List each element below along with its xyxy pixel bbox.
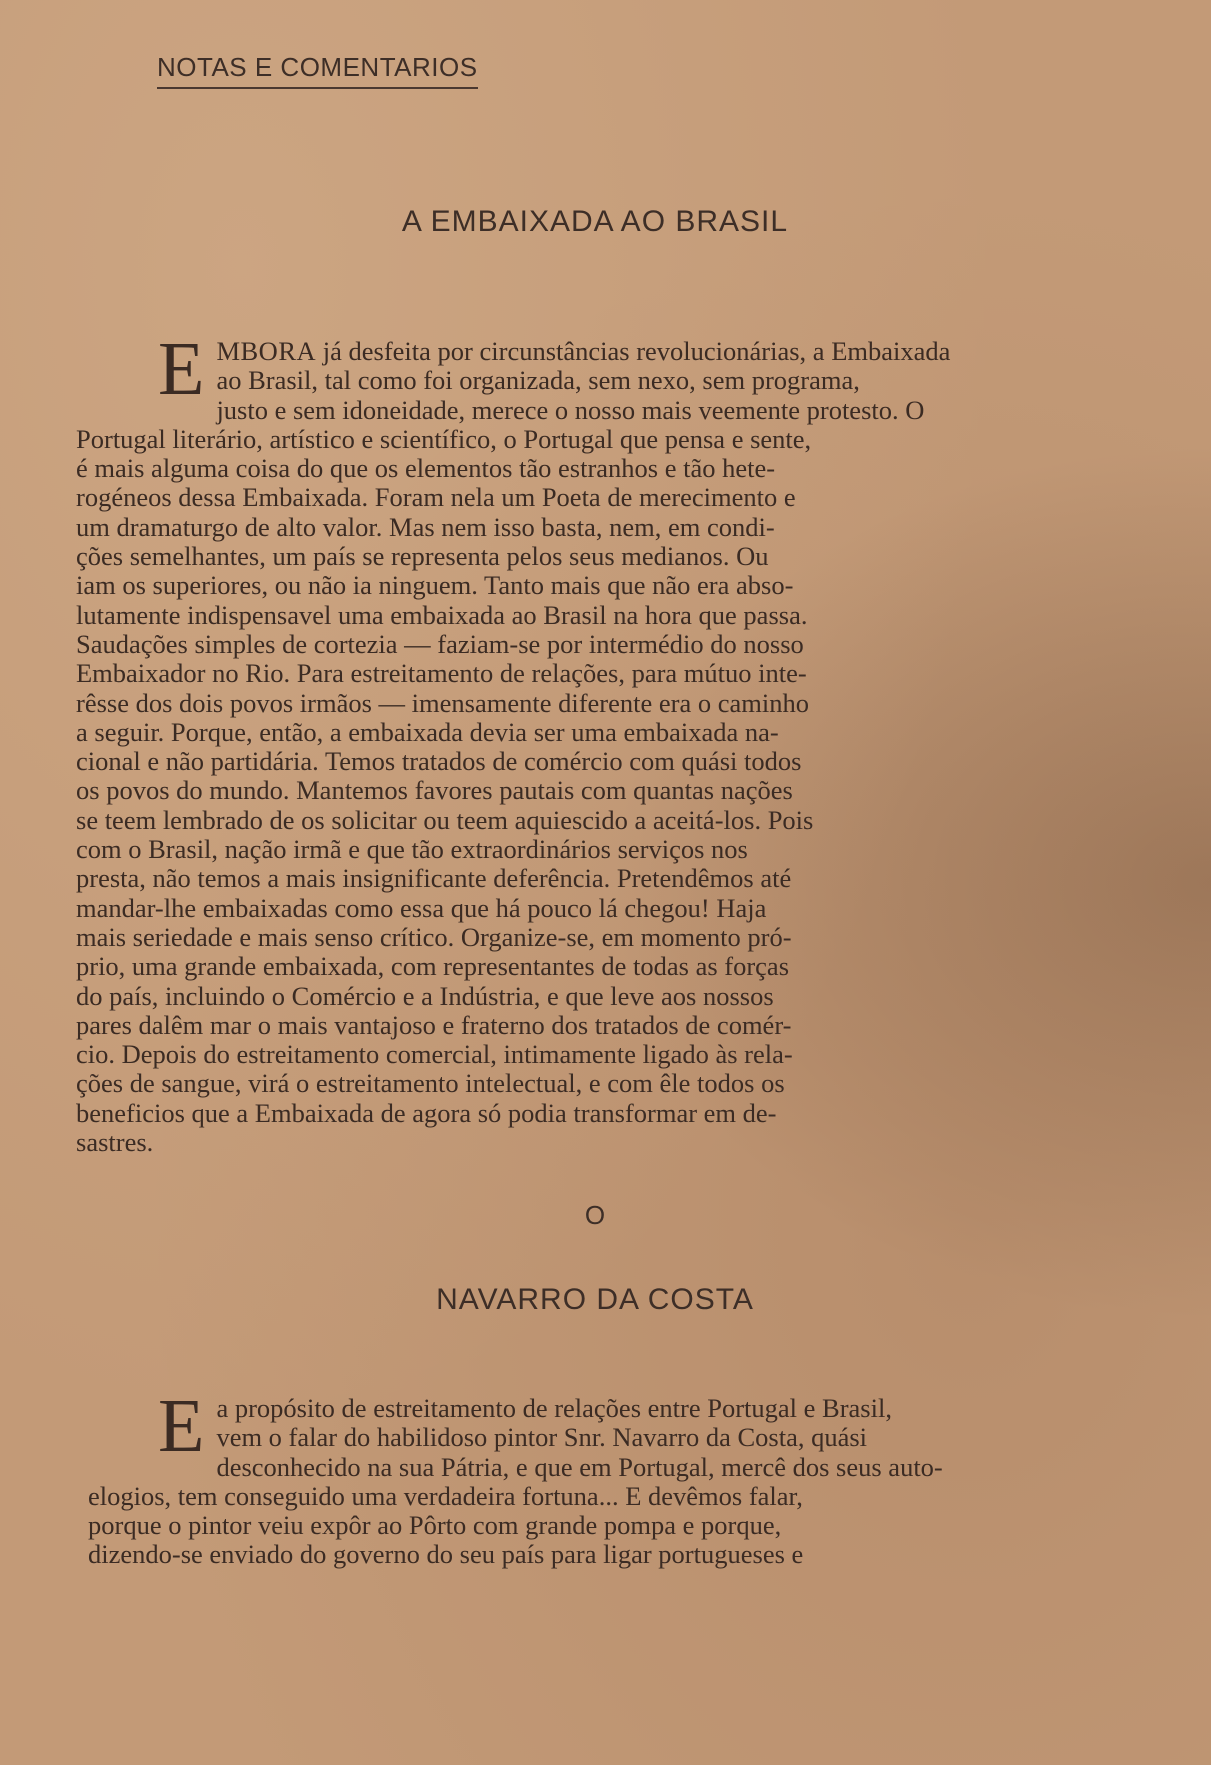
text-line: se teem lembrado de os solicitar ou teem aquiescido a aceitá-los. Pois: [76, 804, 814, 835]
text-line: do país, incluindo o Comércio e a Indústria, e que leve aos nossos: [76, 980, 774, 1011]
text-line: Embaixador no Rio. Para estreitamento de relações, para mútuo inte-: [76, 658, 807, 689]
text-line: porque o pintor veiu expôr ao Pôrto com grande pompa e porque,: [88, 1510, 782, 1541]
lead-word: MBORA: [216, 336, 317, 366]
text-line: a seguir. Porque, então, a embaixada devia ser uma embaixada na-: [76, 716, 779, 747]
text-line: com o Brasil, nação irmã e que tão extraordinários serviços nos: [76, 834, 748, 865]
text-line: a propósito de estreitamento de relações entre Portugal e Brasil,: [216, 1393, 892, 1423]
drop-cap: E: [158, 1384, 205, 1468]
text-line: pares dalêm mar o mais vantajoso e fraterno dos tratados de comér-: [76, 1009, 792, 1040]
text-line: Portugal literário, artístico e scientífico, o Portugal que pensa e sente,: [76, 423, 812, 454]
text-line: é mais alguma coisa do que os elementos tão estranhos e tão hete-: [76, 453, 776, 484]
text-line: rogéneos dessa Embaixada. Foram nela um Poeta de merecimento e: [76, 482, 796, 513]
text-line: vem o falar do habilidoso pintor Snr. Navarro da Costa, quási: [216, 1422, 868, 1453]
text-line: Saudações simples de cortezia — faziam-se por intermédio do nosso: [76, 628, 804, 659]
running-head: NOTAS E COMENTARIOS: [157, 52, 478, 89]
article-title-navarro: NAVARRO DA COSTA: [436, 1283, 754, 1316]
text-line: cio. Depois do estreitamento comercial, intimamente ligado às rela-: [76, 1039, 793, 1070]
article-title-embaixada: A EMBAIXADA AO BRASIL: [401, 205, 789, 238]
text-line: lutamente indispensavel uma embaixada ao Brasil na hora que passa.: [76, 599, 808, 630]
article-body-embaixada: [76, 327, 1045, 1158]
text-line: mais seriedade e mais senso crítico. Organize-se, em momento pró-: [76, 921, 792, 952]
text-line: cional e não partidária. Temos tratados de comércio com quási todos: [76, 746, 802, 777]
text-line: rêsse dos dois povos irmãos — imensamente diferente era o caminho: [76, 687, 809, 718]
text-line: elogios, tem conseguido uma verdadeira fortuna... E devêmos falar,: [88, 1480, 803, 1511]
article-body-navarro: [88, 1384, 1045, 1570]
text-line: dizendo-se enviado do governo do seu país para ligar portugueses e: [88, 1539, 804, 1570]
text-line: iam os superiores, ou não ia ninguem. Tanto mais que não era abso-: [76, 570, 794, 601]
text-line: ções de sangue, virá o estreitamento intelectual, e com êle todos os: [76, 1068, 785, 1099]
text-line: prio, uma grande embaixada, com representantes de todas as forças: [76, 951, 790, 982]
text-line: os povos do mundo. Mantemos favores pautais com quantas nações: [76, 775, 793, 806]
text-line: mandar-lhe embaixadas como essa que há pouco lá chegou! Haja: [76, 892, 767, 923]
text-line: beneficios que a Embaixada de agora só podia transformar em de-: [76, 1097, 777, 1128]
drop-cap: E: [158, 327, 205, 411]
text-line: presta, não temos a mais insignificante deferência. Pretendêmos até: [76, 863, 792, 894]
text-line: MBORA já desfeita por circunstâncias revolucionárias, a Embaixada: [216, 336, 951, 366]
text-line: sastres.: [76, 1127, 154, 1158]
text-line: justo e sem idoneidade, merece o nosso mais veemente protesto. O: [216, 394, 925, 425]
section-separator: O: [584, 1200, 606, 1230]
text-line: ções semelhantes, um país se representa pelos seus medianos. Ou: [76, 541, 769, 572]
text-line: ao Brasil, tal como foi organizada, sem nexo, sem programa,: [216, 365, 860, 396]
text-line: um dramaturgo de alto valor. Mas nem isso basta, nem, em condi-: [76, 511, 775, 542]
text-line: desconhecido na sua Pátria, e que em Portugal, mercê dos seus auto-: [216, 1451, 943, 1482]
